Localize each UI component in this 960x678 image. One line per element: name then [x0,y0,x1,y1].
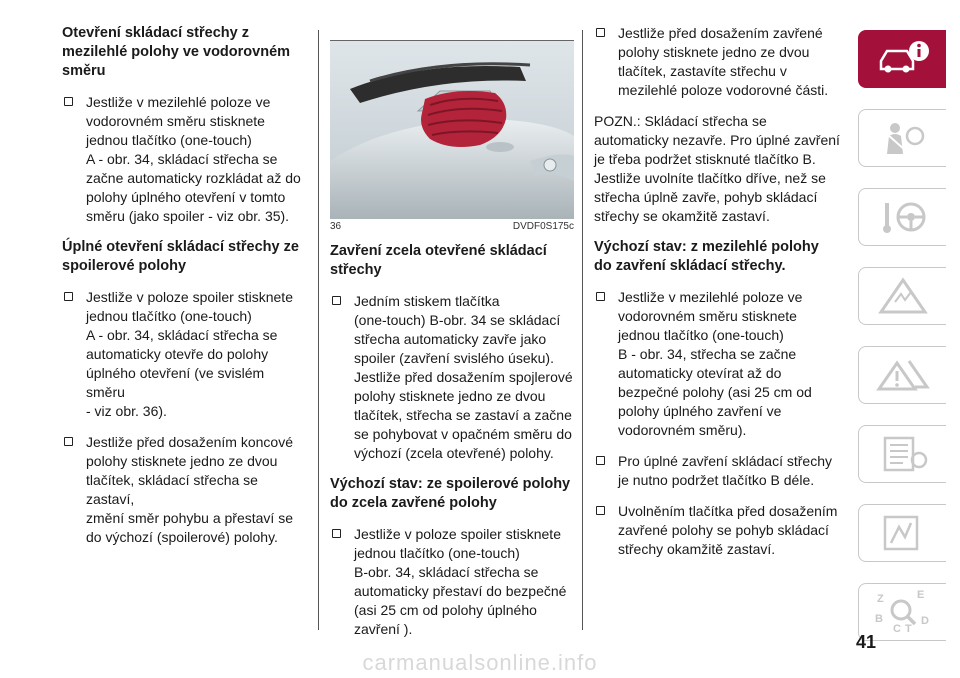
tab-starting[interactable] [858,188,946,246]
index-letter: E [916,589,924,601]
checkbox-bullet-icon [596,506,605,515]
checkbox-bullet-icon [64,437,73,446]
bullet-item: Uvolněním tlačítka před dosažením zavřené polohy se pohyb skládací střechy okamžitě zastaví. [594,502,840,559]
column-divider [318,30,319,630]
bullet-item: Jestliže v poloze spoiler stisknete jednou tlačítko (one-touch) B-obr. 34, skládací střecha se automaticky přestaví do bezpečné (asi 25 cm od polohy úplného zavření ). [330,525,574,639]
tab-warnings[interactable] [858,267,946,325]
index-letter: B [874,613,883,625]
checkbox-bullet-icon [596,292,605,301]
index-letter: T [904,623,912,635]
car-info-icon [873,39,933,79]
index-letter: Z [876,593,884,605]
bullet-item: Jestliže v mezilehlé poloze ve vodorovném směru stisknete jednou tlačítko (one-touch) B - obr. 34, střecha se začne automaticky otevírat až do bezpečné polohy (asi 25 cm od polohy úplného zavření ve vodorovném směru). [594,288,840,440]
bullet-item: Jestliže v poloze spoiler stisknete jednou tlačítko (one-touch) A - obr. 34, skládací střecha se automaticky otevře do polohy úplného otevření (ve svislém směru - viz obr. 36). [62,288,306,421]
tab-maintenance[interactable] [858,425,946,483]
section-heading: Výchozí stav: ze spoilerové polohy do zcela zavřené polohy [330,476,571,511]
chapter-tab-strip [858,30,946,662]
section-heading: Výchozí stav: z mezilehlé polohy do zavření skládací střechy. [594,239,819,274]
bullet-item: Jedním stiskem tlačítka (one-touch) B-obr. 34 se skládací střecha automaticky zavře jako spoiler (zavření svislého úseku). Jestliže před dosažením spojlerové polohy stisknete jedno ze dvou tlačítek, střecha se zastaví a začne se pohybovat v opačném směru do výchozí (zcela otevřené) polohy. [330,292,574,463]
key-steering-icon [875,197,931,237]
emergency-icon [875,355,931,395]
index-letter: D [920,615,929,627]
column-divider [582,30,583,630]
checkbox-bullet-icon [332,296,341,305]
figure-number: 36 [330,221,342,232]
checkbox-bullet-icon [596,456,605,465]
index-icon [871,588,935,636]
checkbox-bullet-icon [596,28,605,37]
checkbox-bullet-icon [64,292,73,301]
tab-technical[interactable] [858,504,946,562]
column-3 [594,24,840,571]
index-letter: C [892,623,901,635]
bullet-item: Jestliže před dosažením koncové polohy stisknete jedno ze dvou tlačítek, skládací střecha se zastaví, změní směr pohybu a přestaví se do výchozí (spoilerové) polohy. [62,433,306,547]
page-number: 41 [856,632,877,652]
technical-data-icon [875,513,931,553]
note-paragraph: POZN.: Skládací střecha se automaticky nezavře. Pro úplné zavření je třeba podržet stisknuté tlačítko B. Jestliže uvolníte tlačítko dříve, než se střecha úplně zavře, pohyb skládací střechy se okamžitě zastaví. [594,113,840,224]
section-heading: Zavření zcela otevřené skládací střechy [330,243,547,278]
figure-caption [330,221,574,232]
maintenance-list-icon [875,434,931,474]
watermark: carmanualsonline.info [362,650,598,675]
tab-emergency[interactable] [858,346,946,404]
bullet-item: Pro úplné zavření skládací střechy je nutno podržet tlačítko B déle. [594,452,840,490]
column-1 [62,24,306,559]
checkbox-bullet-icon [64,97,73,106]
section-heading: Úplné otevření skládací střechy ze spoilerové polohy [62,239,299,274]
car-roof-figure [330,40,574,219]
warning-triangle-icon [875,276,931,316]
section-heading: Otevření skládací střechy z mezilehlé polohy ve vodorovném směru [62,25,291,79]
tab-car-info[interactable] [858,30,946,88]
seatbelt-airbag-icon [875,118,931,158]
figure-code: DVDF0S175c [512,221,574,232]
convertible-car-illustration [330,41,574,219]
tab-safety[interactable] [858,109,946,167]
column-2 [330,24,574,651]
checkbox-bullet-icon [332,529,341,538]
bullet-item: Jestliže v mezilehlé poloze ve vodorovném směru stisknete jednou tlačítko (one-touch) A - obr. 34, skládací střecha se začne automaticky rozkládat až do polohy úplného otevření v tomto směru (jako spoiler - viz obr. 35). [62,93,306,226]
bullet-item: Jestliže před dosažením zavřené polohy stisknete jedno ze dvou tlačítek, zastavíte střechu v mezilehlé poloze vodorovné části. [594,24,840,100]
